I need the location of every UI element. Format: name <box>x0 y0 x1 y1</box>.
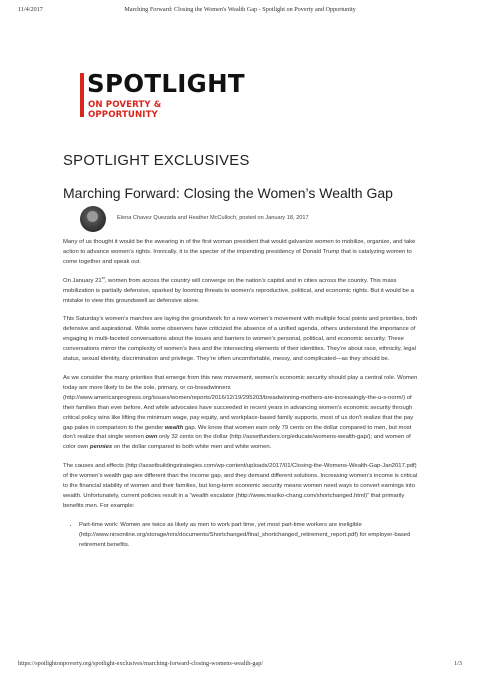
paragraph-2: On January 21st, women from across the country will converge on the nation’s capitol and in cities across the country. This mass mobilization is partially defensive, sparked by looming threats to women’s reproductive, political, and economic rights. But it would be a mistake to view this groundswell as defensive alone. <box>63 274 414 304</box>
article-body <box>63 238 421 550</box>
paragraph-3: This Saturday’s women’s marches are laying the groundwork for a new women’s movement with multiple focal points and priorities, both defensive and aspirational. While some observers have criticized the absence of a unified agenda, others understand the importance of engaging in multi-faceted conversations about the issues and barriers to women’s personal, political, and economic security. These conversations mirror the complexity of women’s lives and the intersecting elements of their identities. They’re about race, ethnicity, legal status, sexual identity, discrimination and privilege. They’re often uncomfortable, messy, and complicated—as they should be. <box>63 316 418 363</box>
paragraph-5: The causes and effects (http://assetbuildingstrategies.com/wp-content/uploads/2017/01/Closing-the-Womens-Wealth-Gap-Jan2017.pdf) of the women’s wealth gap are different than the income gap, and they demand different solutions. Increasing women’s income is critical to the financial stability of women and their families, but long-term economic security means women need ways to convert earnings into wealth. Unfortunately, current policies result in a “wealth escalator (http://www.mariko-chang.com/shortchanged.html)” that primarily benefits men. For example: <box>63 463 418 509</box>
bullet-list <box>63 521 421 551</box>
paragraph-4: As we consider the many priorities that emerge from this new movement, women’s economic security should play a central role. Women today are more likely to be the sole, primary, or co-breadwinners (http://www.americanprogress.org/issues/women/reports/2016/12/19/295203/breadwinning-mothers-are-increasingly-the-u-s-norm/) of their families than ever before. And while advocates have succeeded in recent years in advancing women’s economic security through critical policy wins like lifting the minimum wage, pay equity, and workplace-based family supports, most of us don’t realize that the pay gap pales in comparison to the gender wealth gap. We know that women earn only 79 cents on the dollar compared to men, but most don’t realize that single women own only 32 cents on the dollar (http://assetfunders.org/educate/womens-wealth-gap/); and women of color own pennies on the dollar compared to both white men and white women. <box>63 374 418 451</box>
logo-tagline: ON POVERTY & OPPORTUNITY <box>88 100 162 120</box>
article-title: Marching Forward: Closing the Women’s Wealth Gap <box>63 185 393 201</box>
logo-red-bar <box>80 73 84 117</box>
paragraph-1: Many of us thought it would be the swearing in of the first woman president that would galvanize women to mobilize, organize, and take action to advance women’s rights. Ironically, it is the specter of the impending presidency of Donald Trump that is catalyzing women to come together and speak out. <box>63 239 416 265</box>
print-header <box>0 6 480 18</box>
logo-wordmark: SPOTLIGHT <box>87 69 245 98</box>
print-footer <box>0 660 480 672</box>
section-title: SPOTLIGHT EXCLUSIVES <box>63 153 250 169</box>
author-avatar <box>80 206 106 232</box>
print-url: https://spotlightonpoverty.org/spotlight-exclusives/marching-forward-closing-womens-wealth-gap/ <box>18 660 264 667</box>
list-item: • Part-time work: Women are twice as likely as men to work part time, yet most part-time workers are ineligible (http://www.nirsonline.org/storage/nirs/documents/Shortchanged/final_shortchanged_retirement_report.pdf) for employer-based retirement benefits. <box>79 521 421 551</box>
spotlight-logo[interactable] <box>80 69 245 120</box>
print-page-title: Marching Forward: Closing the Women's Wealth Gap - Spotlight on Poverty and Opportunity <box>124 6 356 13</box>
page-number: 1/3 <box>454 660 462 667</box>
article-byline <box>63 205 423 233</box>
byline-text: Elena Chavez Quezada and Heather McCulloch, posted on January 18, 2017 <box>117 215 309 221</box>
print-date: 11/4/2017 <box>18 6 43 13</box>
